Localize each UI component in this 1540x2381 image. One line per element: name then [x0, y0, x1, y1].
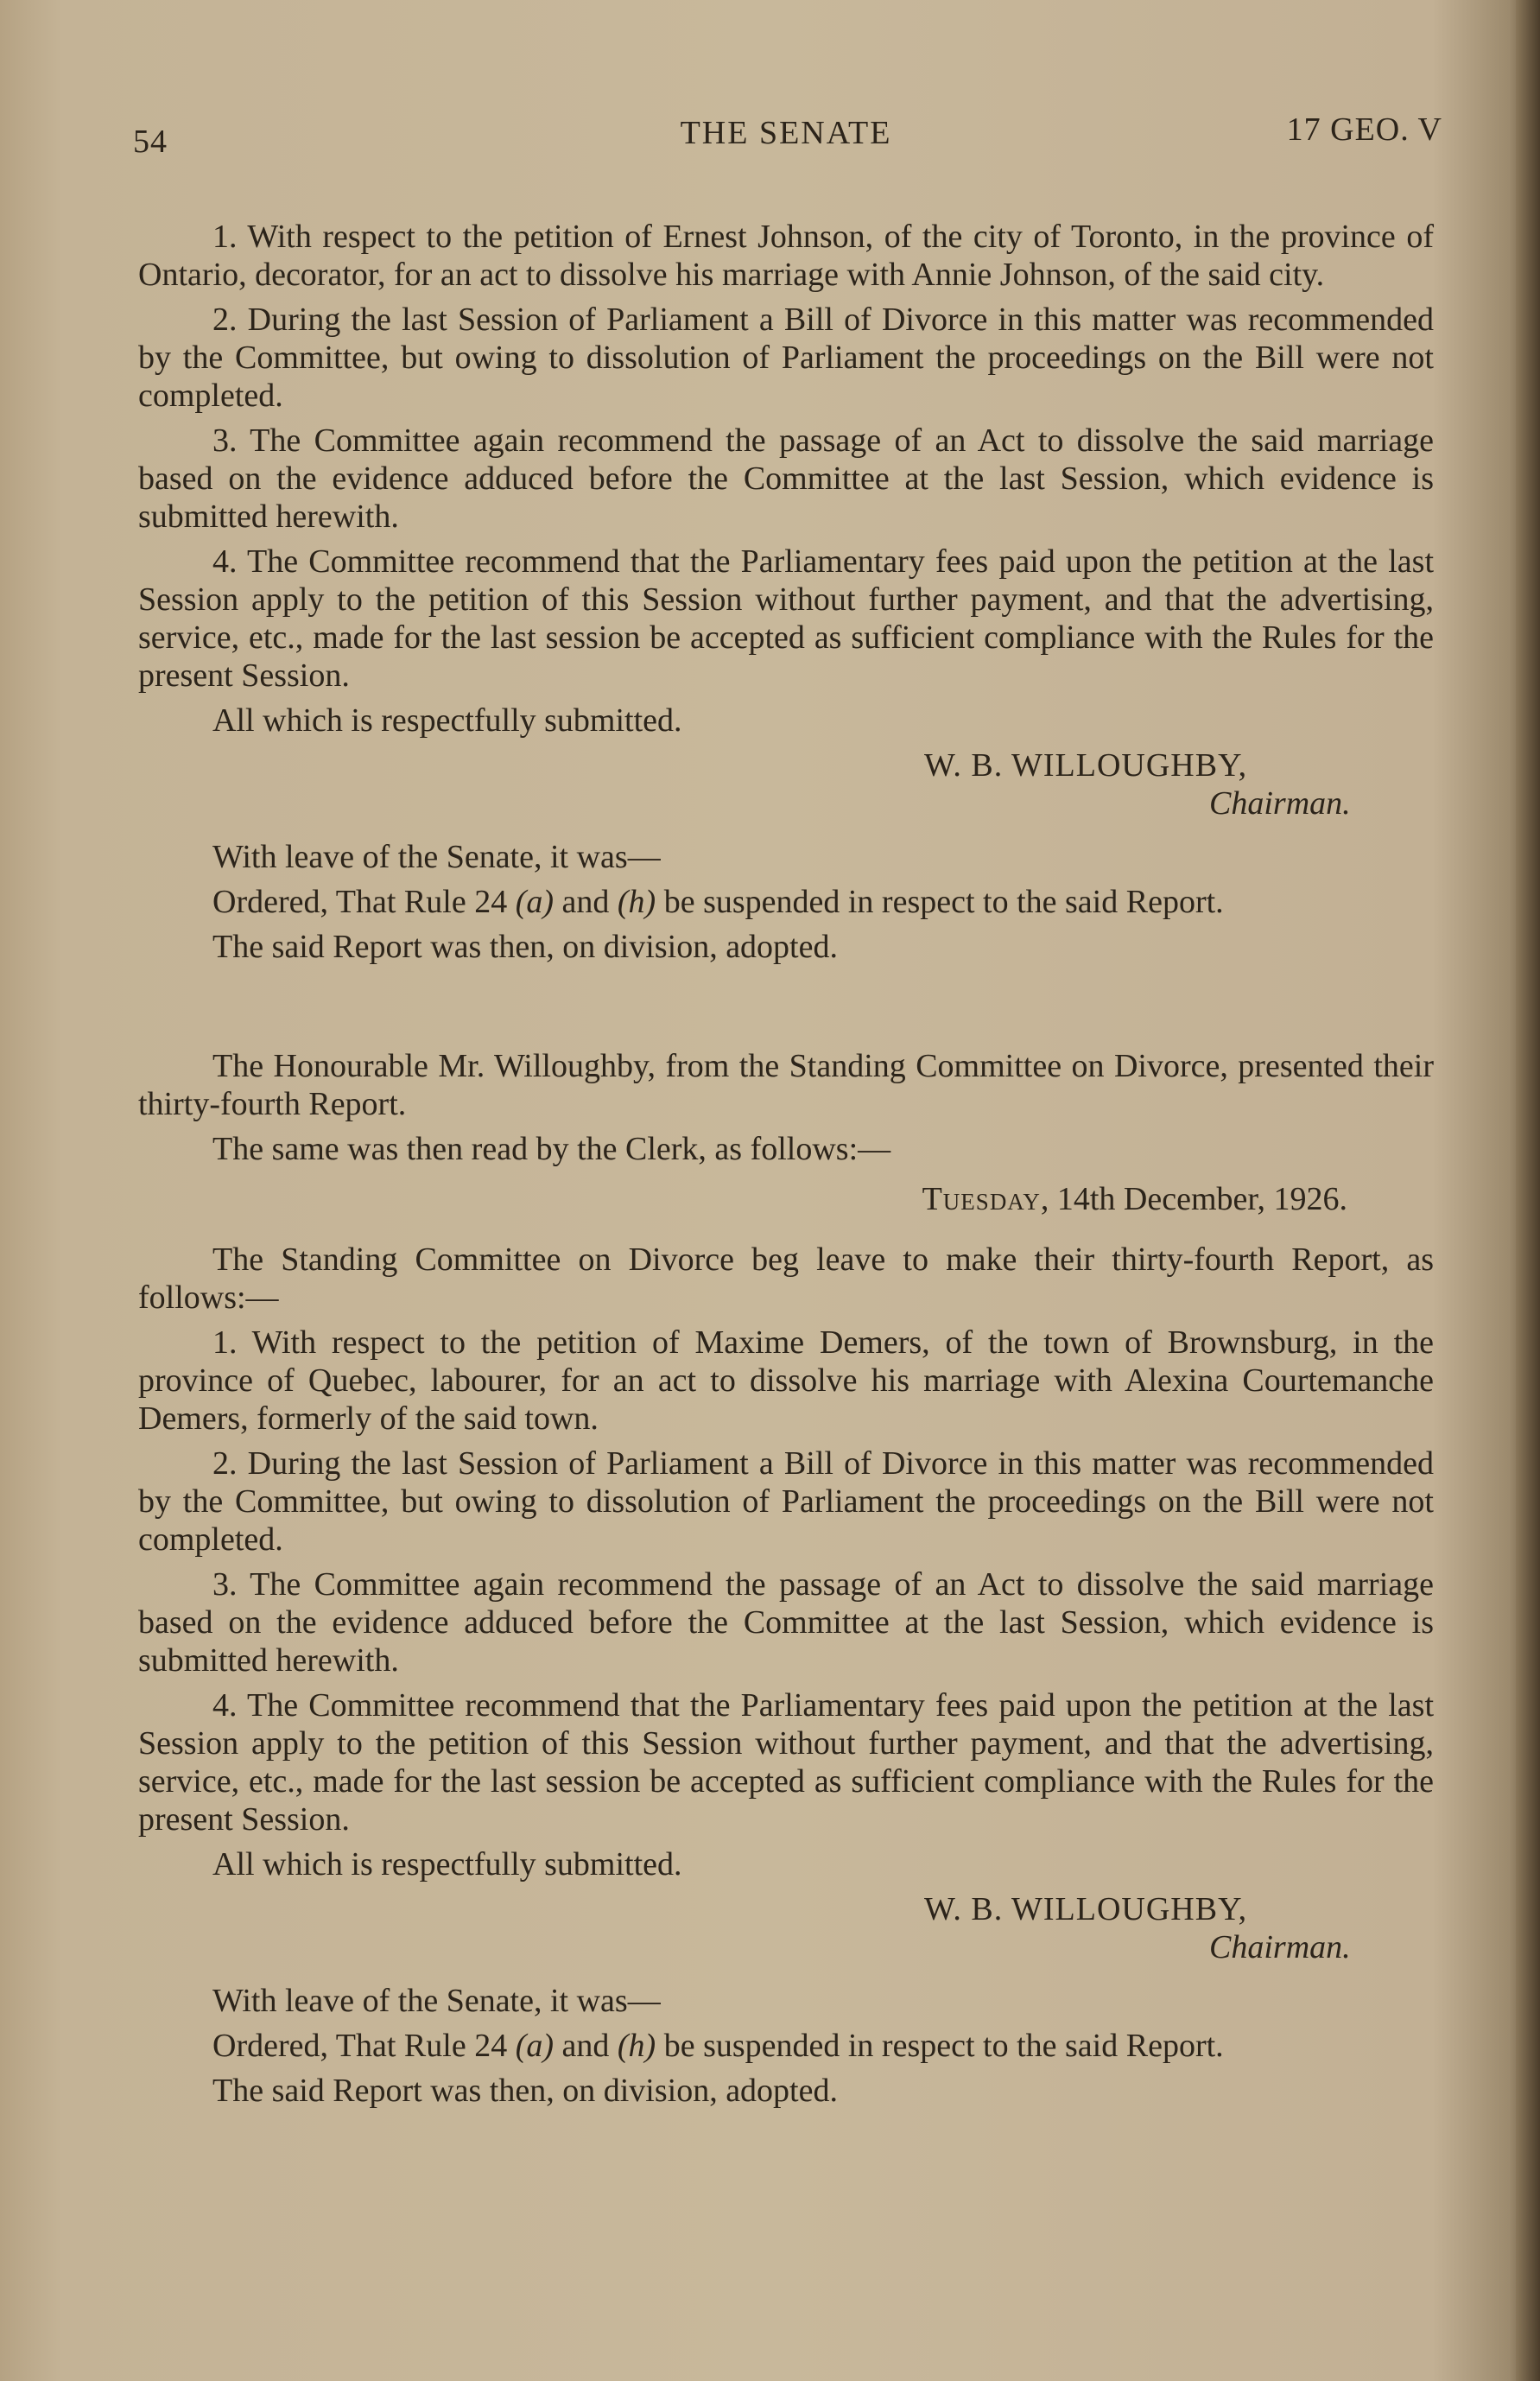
report-1-adopted: The said Report was then, on division, adopted. [212, 929, 838, 965]
page-body [138, 218, 1434, 2117]
report-2-date [138, 1180, 1434, 1218]
report-2-para-1: 1. With respect to the petition of Maxime Demers, of the town of Brownsburg, in the province of Quebec, labourer, for an act to dissolve his marriage with Alexina Courtemanche Demers, formerly of the said town. [138, 1324, 1434, 1437]
ordered-post: be suspended in respect to the said Report. [656, 2028, 1224, 2064]
regnal-year: 17 GEO. V [1286, 111, 1442, 148]
rule-a: (a) [515, 2028, 555, 2064]
report-1-submitted: All which is respectfully submitted. [212, 702, 682, 739]
report-1-signature [138, 746, 1434, 784]
header-title: THE SENATE [680, 115, 892, 151]
rule-h: (h) [617, 884, 656, 920]
ordered-and: and [554, 2028, 618, 2064]
report-2-signature [138, 1890, 1434, 1928]
report-2-submitted: All which is respectfully submitted. [212, 1846, 682, 1883]
report-2-signature-role [138, 1928, 1434, 1966]
report-1-para-4: 4. The Committee recommend that the Parliamentary fees paid upon the petition at the last Session apply to the petition of this Session without further payment, and that the advertising, service, etc., made for the last session be accepted as sufficient compliance with the Rules for the present Session. [138, 543, 1434, 694]
report-2-ordered [138, 2027, 1434, 2065]
report-2-para-3: 3. The Committee again recommend the passage of an Act to dissolve the said marriage based on the evidence adduced before the Committee at the last Session, which evidence is submitted herewith. [138, 1566, 1434, 1679]
report-2-read: The same was then read by the Clerk, as follows:— [212, 1131, 891, 1167]
ordered-post: be suspended in respect to the said Report. [656, 884, 1224, 920]
report-2-intro: The Honourable Mr. Willoughby, from the Standing Committee on Divorce, presented their thirty-fourth Report. [138, 1048, 1434, 1122]
report-2-report-intro: The Standing Committee on Divorce beg leave to make their thirty-fourth Report, as follows:— [138, 1241, 1434, 1316]
rule-a: (a) [515, 884, 555, 920]
date-rest: , 14th December, 1926. [1040, 1181, 1347, 1217]
report-2-para-4: 4. The Committee recommend that the Parliamentary fees paid upon the petition at the last Session apply to the petition of this Session without further payment, and that the advertising, service, etc., made for the last session be accepted as sufficient compliance with the Rules for the present Session. [138, 1687, 1434, 1838]
page-number: 54 [133, 124, 168, 160]
report-1-para-3: 3. The Committee again recommend the passage of an Act to dissolve the said marriage based on the evidence adduced before the Committee at the last Session, which evidence is submitted herewith. [138, 422, 1434, 535]
report-1-leave: With leave of the Senate, it was— [212, 839, 661, 875]
signer-role: Chairman. [1209, 1929, 1351, 1965]
report-1-para-1: 1. With respect to the petition of Ernest Johnson, of the city of Toronto, in the province of Ontario, decorator, for an act to dissolve his marriage with Annie Johnson, of the said city. [138, 219, 1434, 293]
signer-name: W. B. WILLOUGHBY, [924, 1891, 1248, 1927]
report-1-ordered [138, 883, 1434, 921]
ordered-text: Ordered, That Rule 24 [212, 884, 516, 920]
ordered-and: and [554, 884, 618, 920]
ordered-text: Ordered, That Rule 24 [212, 2028, 516, 2064]
signer-name: W. B. WILLOUGHBY, [924, 747, 1248, 784]
signer-role: Chairman. [1209, 785, 1351, 822]
date-day: Tuesday [922, 1181, 1041, 1217]
book-spine-shadow [1516, 0, 1540, 2381]
report-2-adopted: The said Report was then, on division, adopted. [212, 2073, 838, 2109]
report-1-signature-role [138, 784, 1434, 822]
running-header [130, 105, 1442, 160]
report-2-para-2: 2. During the last Session of Parliament a Bill of Divorce in this matter was recommended by the Committee, but owing to dissolution of Parliament the proceedings on the Bill were not completed. [138, 1445, 1434, 1558]
report-2-leave: With leave of the Senate, it was— [212, 1983, 661, 2019]
report-1-para-2: 2. During the last Session of Parliament a Bill of Divorce in this matter was recommended by the Committee, but owing to dissolution of Parliament the proceedings on the Bill were not completed. [138, 302, 1434, 414]
rule-h: (h) [617, 2028, 656, 2064]
